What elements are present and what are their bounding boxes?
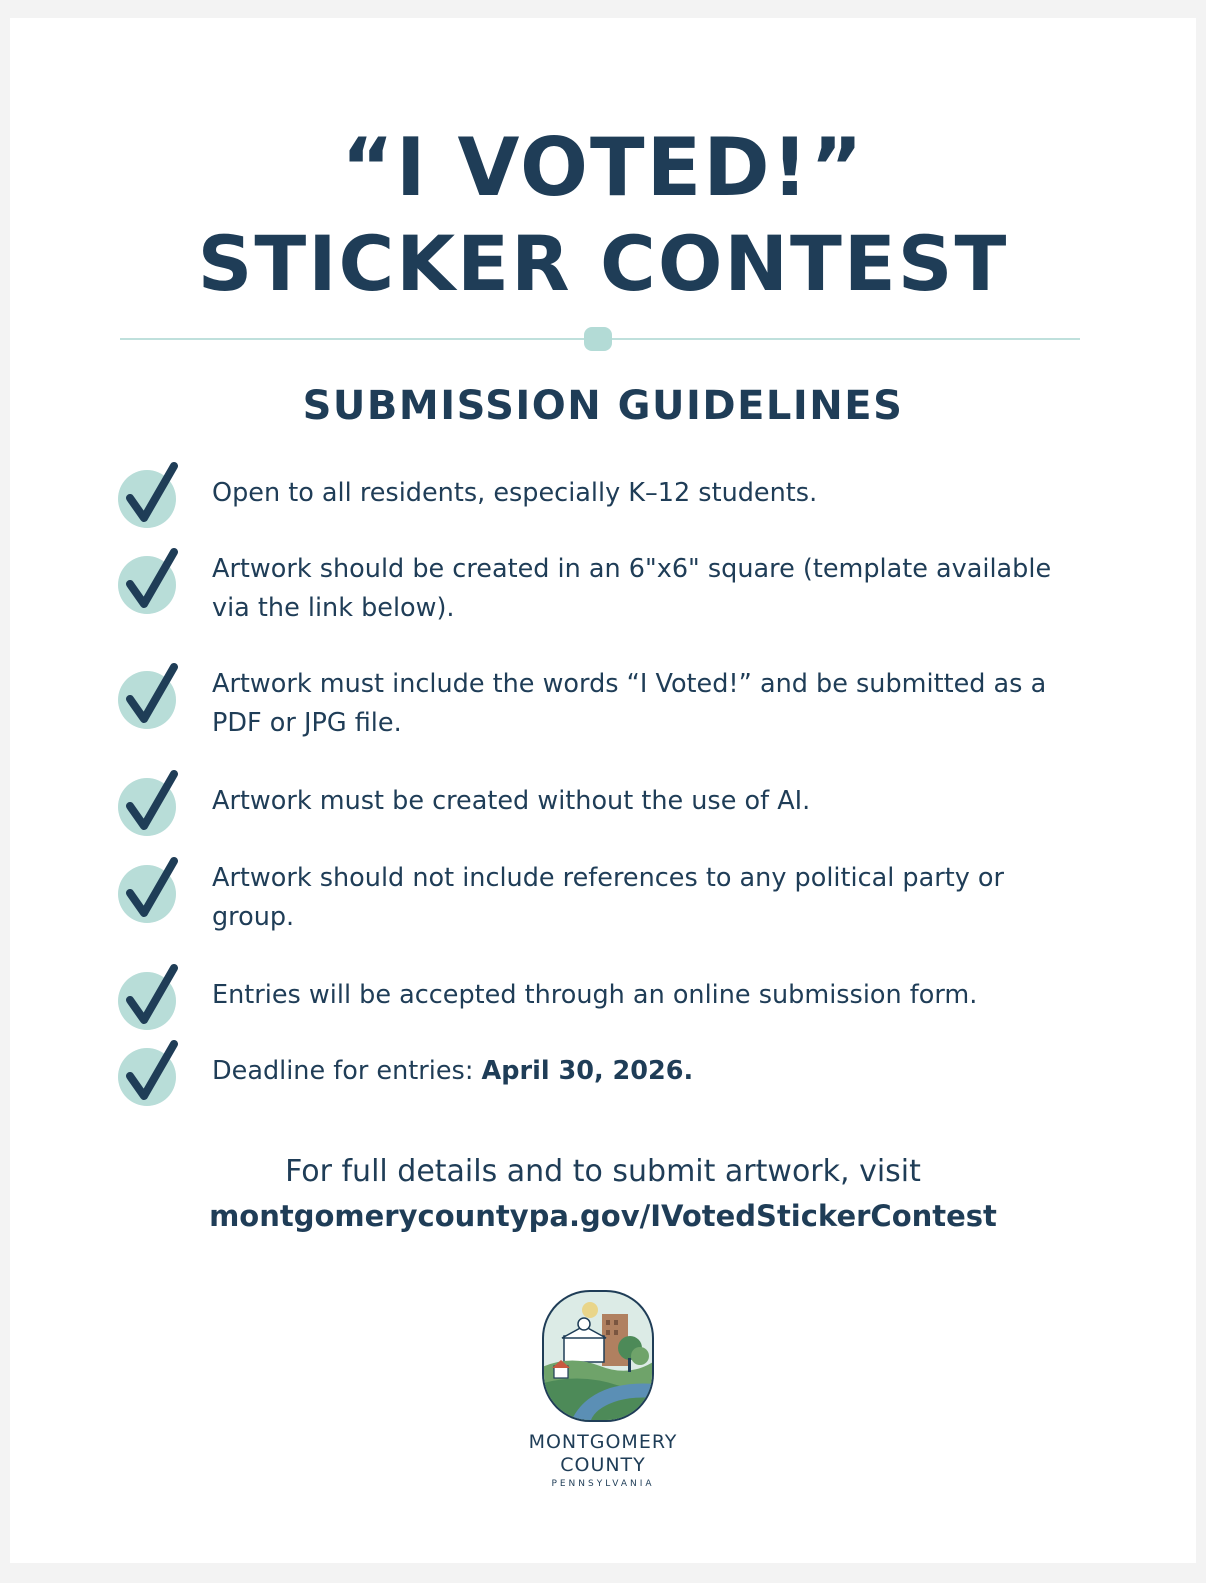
checkmark-icon <box>118 556 176 614</box>
county-state: PENNSYLVANIA <box>551 1479 655 1489</box>
checkmark-icon <box>118 778 176 836</box>
county-name-line-2: COUNTY <box>560 1454 646 1476</box>
guideline-text: Artwork should be created in an 6"x6" square (template available via the link below). <box>212 554 1052 623</box>
guideline-text: Entries will be accepted through an online submission form. <box>212 980 978 1010</box>
county-seal-logo <box>540 1288 656 1424</box>
checkmark-icon <box>118 865 176 923</box>
deadline-label: Deadline for entries: <box>212 1056 482 1086</box>
divider-dot <box>584 327 612 351</box>
title-line-2: STICKER CONTEST <box>197 219 1009 308</box>
guideline-text: Artwork should not include references to any political party or group. <box>212 863 1004 932</box>
footer-instructions: For full details and to submit artwork, visit <box>285 1154 921 1189</box>
guideline-text: Artwork must include the words “I Voted!” and be submitted as a PDF or JPG file. <box>212 669 1047 738</box>
guideline-text: Open to all residents, especially K–12 students. <box>212 478 818 508</box>
guideline-text <box>212 1052 1082 1091</box>
checkmark-icon <box>118 1048 176 1106</box>
guideline-text: Artwork must be created without the use of AI. <box>212 786 811 816</box>
checkmark-icon <box>118 972 176 1030</box>
section-heading: SUBMISSION GUIDELINES <box>302 383 904 429</box>
checkmark-icon <box>118 671 176 729</box>
contest-url-link[interactable]: montgomerycountypa.gov/IVotedStickerContest <box>209 1199 997 1233</box>
flyer-page <box>10 18 1196 1563</box>
title-line-1: “I VOTED!” <box>341 121 865 214</box>
county-name-line-1: MONTGOMERY <box>528 1431 678 1453</box>
deadline-date: April 30, 2026. <box>481 1056 694 1086</box>
checkmark-icon <box>118 470 176 528</box>
